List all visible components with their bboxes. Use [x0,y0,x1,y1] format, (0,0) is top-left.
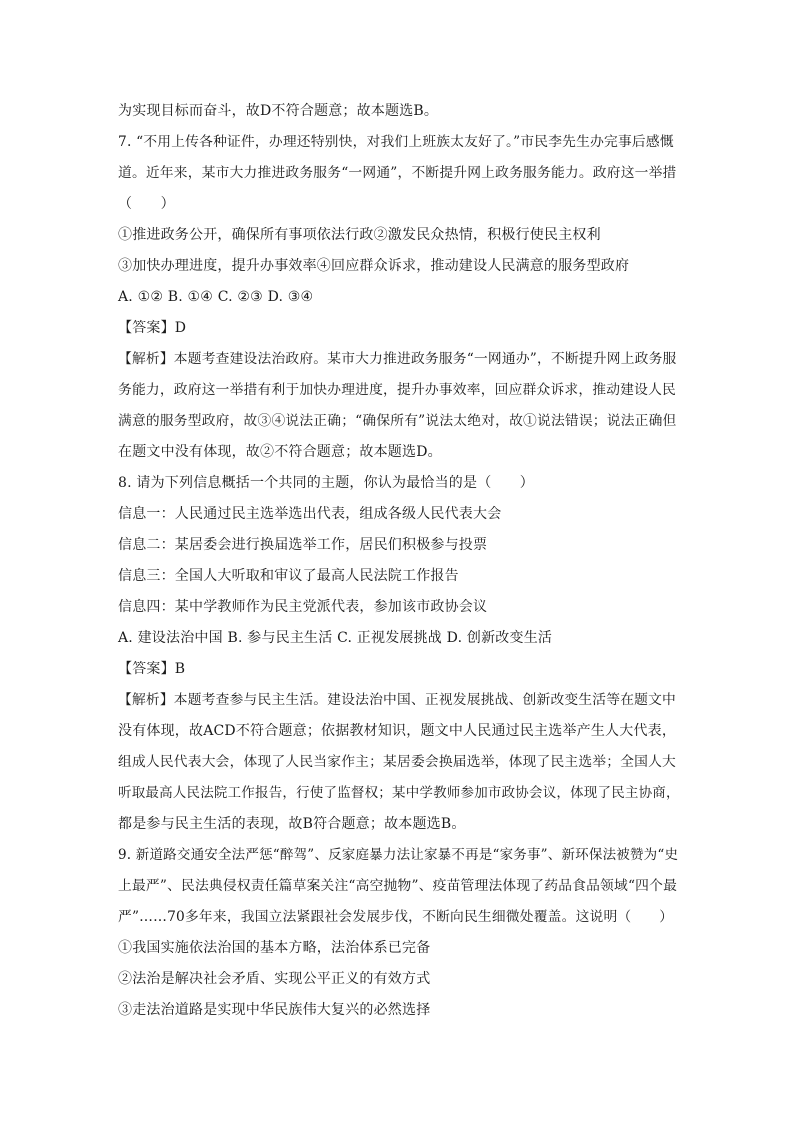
analysis-text: 满意的服务型政府，故③④说法正确；“确保所有”说法太绝对，故①说法错误；说法正确但 [118,413,677,429]
info-line: 信息一：人民通过民主选举选出代表，组成各级人民代表大会 [118,506,502,522]
statement-line: ③走法治道路是实现中华民族伟大复兴的必然选择 [118,1002,431,1018]
answer-options: A. ①② B. ①④ C. ②③ D. ③④ [118,289,314,305]
text-line: 道。近年来，某市大力推进政务服务“一网通”，不断提升网上政务服务能力。政府这一举措 [118,165,677,181]
analysis-text: 【解析】本题考查建设法治政府。某市大力推进政务服务“一网通办”，不断提升网上政务服 [118,351,677,367]
answer-label: 【答案】B [118,661,186,677]
text-line: 上最严”、民法典侵权责任篇草案关注“高空抛物”、疫苗管理法体现了药品食品领域“四个最 [118,878,678,894]
statement-line: ③加快办理进度，提升办事效率④回应群众诉求，推动建设人民满意的服务型政府 [118,258,630,274]
document-page [118,96,680,1026]
info-line: 信息二：某居委会进行换届选举工作，居民们积极参与投票 [118,537,488,553]
analysis-text: 都是参与民主生活的表现，故B符合题意；故本题选B。 [118,816,466,832]
statement-line: ②法治是解决社会矛盾、实现公平正义的有效方式 [118,971,431,987]
analysis-text: 【解析】本题考查参与民主生活。建设法治中国、正视发展挑战、创新改变生活等在题文中 [118,692,677,708]
info-line: 信息四：某中学教师作为民主党派代表，参加该市政协会议 [118,599,488,615]
statement-line: ①我国实施依法治国的基本方略，法治体系已完备 [118,940,431,956]
text-line: （ ） [118,196,175,212]
analysis-text: 组成人民代表大会，体现了人民当家作主；某居委会换届选举，体现了民主选举；全国人大 [118,754,677,770]
analysis-text: 听取最高人民法院工作报告，行使了监督权；某中学教师参加市政协会议，体现了民主协商， [118,785,680,801]
text-line: 为实现目标而奋斗，故D不符合题意；故本题选B。 [118,103,439,119]
info-line: 信息三：全国人大听取和审议了最高人民法院工作报告 [118,568,459,584]
question-8-stem: 8. 请为下列信息概括一个共同的主题，你认为最恰当的是（ ） [118,475,535,491]
analysis-text: 在题文中没有体现，故②不符合题意；故本题选D。 [118,444,442,460]
question-7-stem: 7. “不用上传各种证件，办理还特别快，对我们上班族太友好了。”市民李先生办完事后感慨 [118,134,674,150]
text-line: 严”……70多年来，我国立法紧跟社会发展步伐，不断向民生细微处覆盖。这说明（ ） [118,909,674,925]
answer-label: 【答案】D [118,320,187,336]
analysis-text: 务能力，政府这一举措有利于加快办理进度，提升办事效率，回应群众诉求，推动建设人民 [118,382,677,398]
analysis-text: 没有体现，故ACD不符合题意；依据教材知识，题文中人民通过民主选举产生人大代表， [118,723,677,739]
statement-line: ①推进政务公开，确保所有事项依法行政②激发民众热情，积极行使民主权利 [118,227,601,243]
answer-options: A. 建设法治中国 B. 参与民主生活 C. 正视发展挑战 D. 创新改变生活 [118,630,553,646]
question-9-stem: 9. 新道路交通安全法严惩“醉驾”、反家庭暴力法让家暴不再是“家务事”、新环保法被赞为“史 [118,847,679,863]
